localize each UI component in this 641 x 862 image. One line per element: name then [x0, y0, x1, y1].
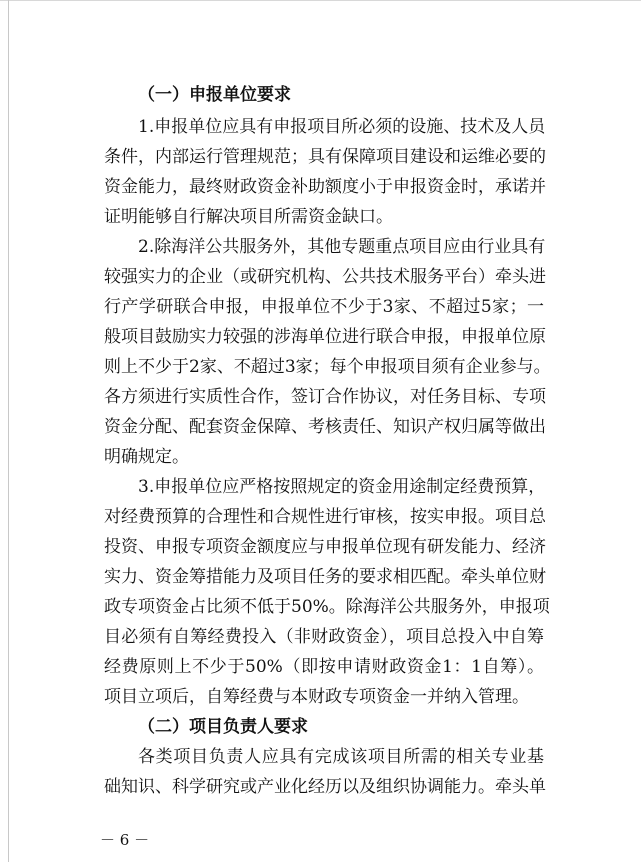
paragraph-line: 础知识、科学研究或产业化经历以及组织协调能力。牵头单: [104, 777, 546, 797]
paragraph-line: 资金分配、配套资金保障、考核责任、知识产权归属等做出: [104, 417, 546, 437]
paragraph-line: 般项目鼓励实力较强的涉海单位进行联合申报，申报单位原: [104, 327, 546, 347]
paragraph-line: 行产学研联合申报，申报单位不少于3家、不超过5家；一: [104, 297, 544, 317]
paragraph-line: 资金能力，最终财政资金补助额度小于申报资金时，承诺并: [104, 177, 546, 197]
paragraph-line: 各方须进行实质性合作，签订合作协议，对任务目标、专项: [104, 387, 546, 407]
page-number: － 6 －: [100, 831, 150, 849]
section-heading-project-leader-requirements: （二）项目负责人要求: [138, 717, 308, 737]
paragraph-line: 投资、申报专项资金额度应与申报单位现有研发能力、经济: [104, 537, 546, 557]
paragraph-line: 明确规定。: [104, 447, 189, 467]
paragraph-line: 目必须有自筹经费投入（非财政资金），项目总投入中自筹: [104, 627, 544, 647]
paragraph-line: 各类项目负责人应具有完成该项目所需的相关专业基: [138, 747, 544, 767]
paragraph-line: 政专项资金占比须不低于50%。除海洋公共服务外，申报项: [104, 597, 550, 617]
paragraph-line: 项目立项后，自筹经费与本财政专项资金一并纳入管理。: [104, 687, 529, 707]
paragraph-line: 2.除海洋公共服务外，其他专题重点项目应由行业具有: [138, 237, 546, 257]
paragraph-line: 经费原则上不少于50%（即按申请财政资金1：1自筹）。: [104, 657, 544, 677]
paragraph-line: 1.申报单位应具有申报项目所必须的设施、技术及人员: [138, 117, 546, 137]
page-left-edge: [8, 0, 9, 862]
page-top-edge: [0, 0, 641, 1]
section-heading-applicant-requirements: （一）申报单位要求: [138, 85, 291, 105]
paragraph-line: 则上不少于2家、不超过3家；每个申报项目须有企业参与。: [104, 357, 551, 377]
paragraph-line: 条件，内部运行管理规范；具有保障项目建设和运维必要的: [104, 147, 546, 167]
paragraph-line: 证明能够自行解决项目所需资金缺口。: [104, 207, 393, 227]
paragraph-line: 较强实力的企业（或研究机构、公共技术服务平台）牵头进: [104, 267, 546, 287]
paragraph-line: 实力、资金筹措能力及项目任务的要求相匹配。牵头单位财: [104, 567, 546, 587]
paragraph-line: 3.申报单位应严格按照规定的资金用途制定经费预算，: [138, 477, 546, 497]
paragraph-line: 对经费预算的合理性和合规性进行审核，按实申报。项目总: [104, 507, 546, 527]
